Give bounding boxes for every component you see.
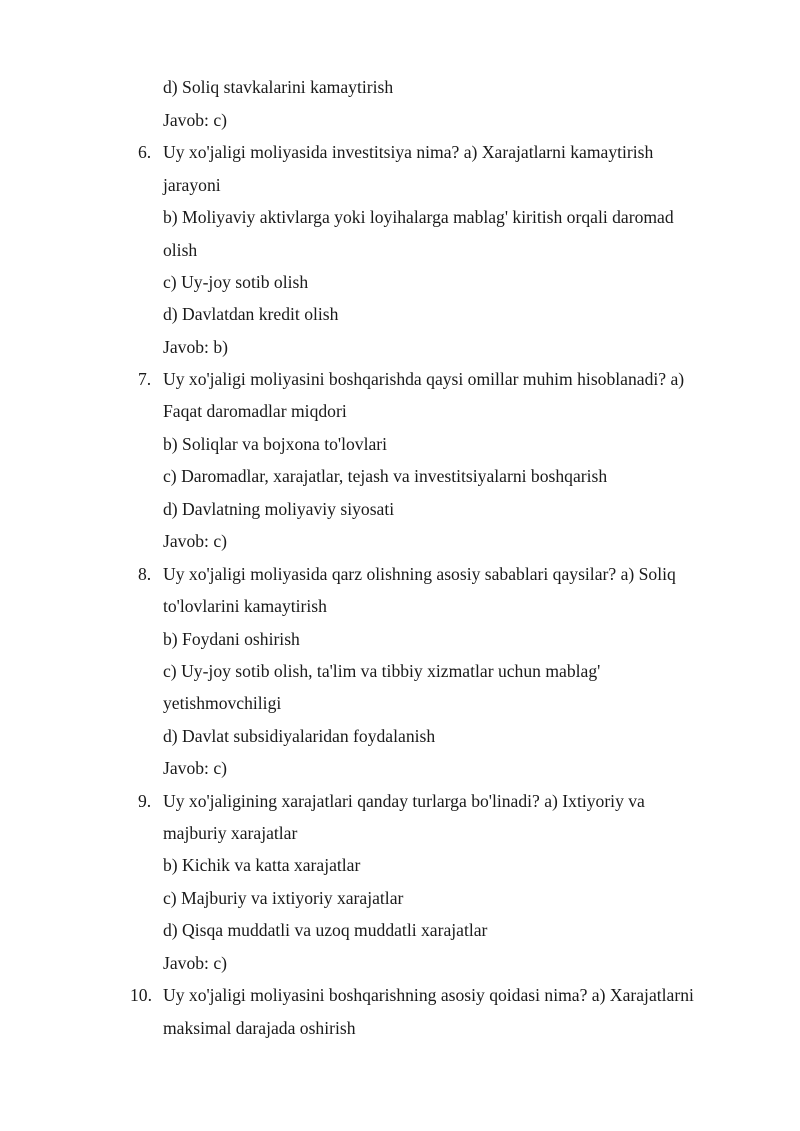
q9-question: Uy xo'jaligining xarajatlari qanday turlarga bo'linadi? a) Ixtiyoriy va [163, 791, 645, 811]
q8-question-cont: to'lovlarini kamaytirish [163, 596, 327, 616]
q7-question-cont: Faqat daromadlar miqdori [163, 401, 347, 421]
q6-number: 6. [138, 142, 152, 162]
q6-question: Uy xo'jaligi moliyasida investitsiya nima? a) Xarajatlarni kamaytirish [163, 142, 654, 162]
q6-option-b-cont: olish [163, 240, 198, 260]
q5-answer: Javob: c) [163, 110, 228, 130]
q8-option-c: c) Uy-joy sotib olish, ta'lim va tibbiy xizmatlar uchun mablag' [163, 661, 601, 681]
q9-answer: Javob: c) [163, 953, 228, 973]
q6-question-cont: jarayoni [163, 175, 221, 195]
q10-question-cont: maksimal darajada oshirish [163, 1018, 356, 1038]
q8-option-d: d) Davlat subsidiyalaridan foydalanish [163, 726, 436, 746]
q7-answer: Javob: c) [163, 531, 228, 551]
q6-answer: Javob: b) [163, 337, 228, 357]
q7-option-b: b) Soliqlar va bojxona to'lovlari [163, 434, 388, 454]
q6-option-b: b) Moliyaviy aktivlarga yoki loyihalarga mablag' kiritish orqali daromad [163, 207, 674, 227]
q10-question: Uy xo'jaligi moliyasini boshqarishning asosiy qoidasi nima? a) Xarajatlarni [163, 985, 694, 1005]
q9-question-cont: majburiy xarajatlar [163, 823, 298, 843]
q7-number: 7. [138, 369, 152, 389]
q8-question: Uy xo'jaligi moliyasida qarz olishning asosiy sabablari qaysilar? a) Soliq [163, 564, 676, 584]
q10-number: 10. [130, 985, 152, 1005]
q9-option-b: b) Kichik va katta xarajatlar [163, 855, 361, 875]
q8-option-b: b) Foydani oshirish [163, 629, 300, 649]
q8-answer: Javob: c) [163, 758, 228, 778]
q8-number: 8. [138, 564, 152, 584]
q7-option-d: d) Davlatning moliyaviy siyosati [163, 499, 395, 519]
q6-option-c: c) Uy-joy sotib olish [163, 272, 309, 292]
q7-option-c: c) Daromadlar, xarajatlar, tejash va investitsiyalarni boshqarish [163, 466, 608, 486]
q6-option-d: d) Davlatdan kredit olish [163, 304, 339, 324]
q9-number: 9. [138, 791, 152, 811]
q8-option-c-cont: yetishmovchiligi [163, 693, 282, 713]
q5-option-d: d) Soliq stavkalarini kamaytirish [163, 77, 394, 97]
q9-option-c: c) Majburiy va ixtiyoriy xarajatlar [163, 888, 404, 908]
q9-option-d: d) Qisqa muddatli va uzoq muddatli xarajatlar [163, 920, 488, 940]
q7-question: Uy xo'jaligi moliyasini boshqarishda qaysi omillar muhim hisoblanadi? a) [163, 369, 685, 389]
